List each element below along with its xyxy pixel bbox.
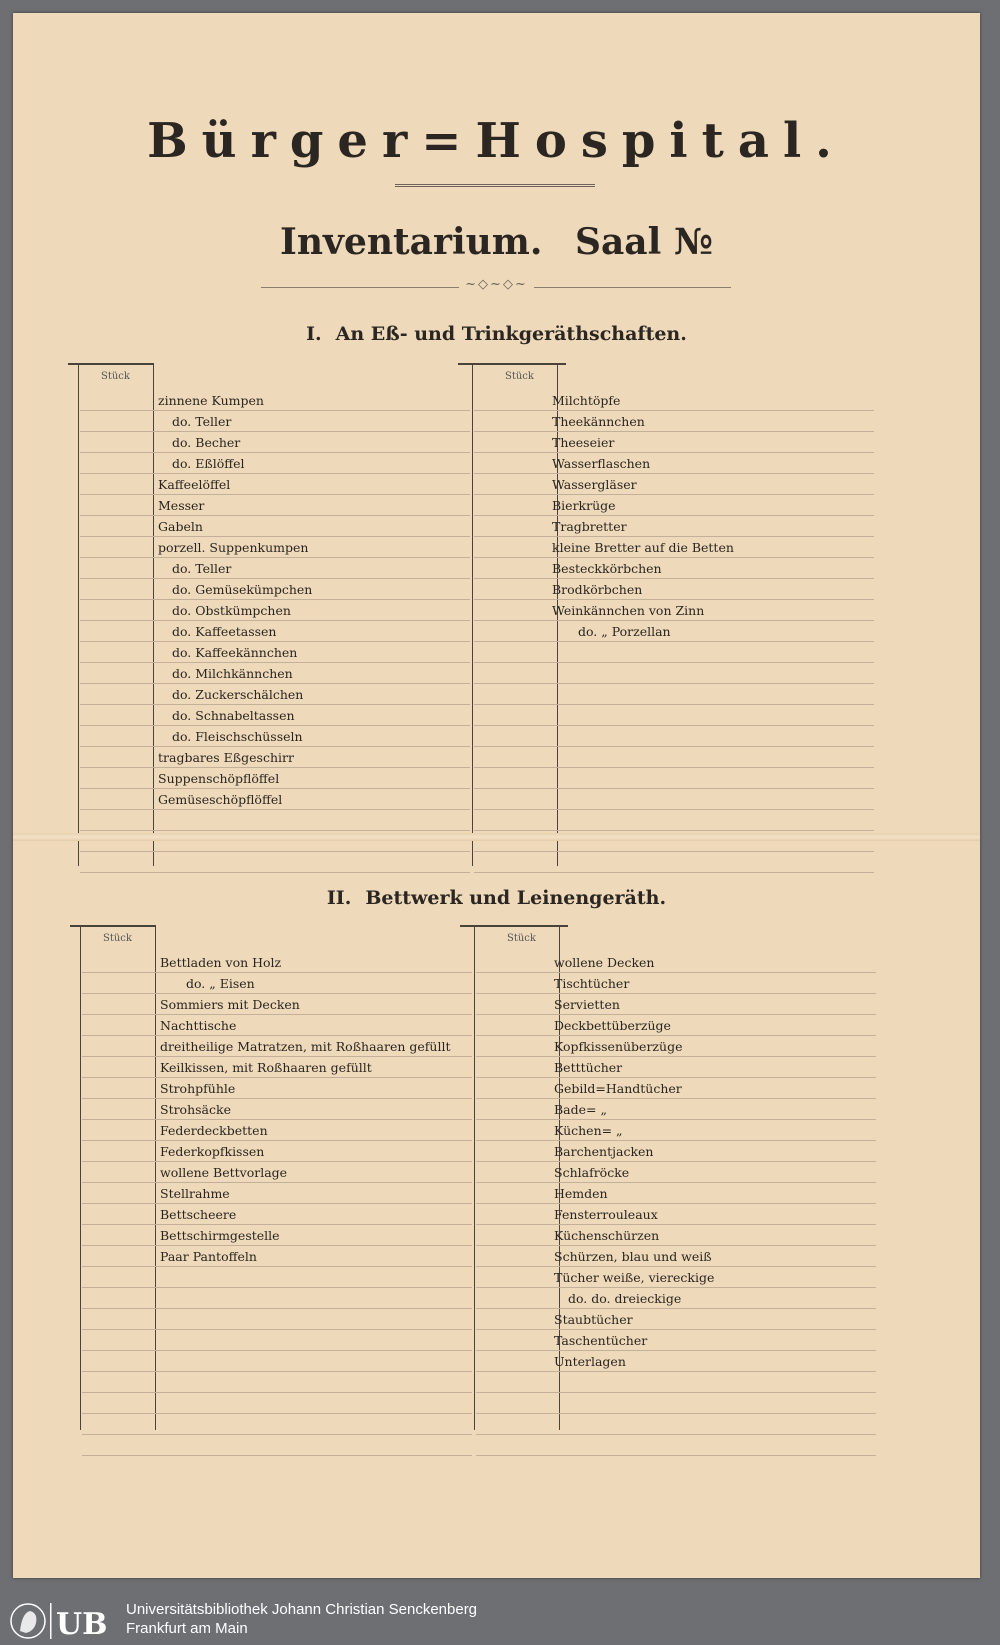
list-item xyxy=(476,994,876,1015)
item-label: Hemden xyxy=(554,1186,608,1201)
item-label: do. Kaffeetassen xyxy=(172,624,277,639)
item-label: do. Gemüsekümpchen xyxy=(172,582,313,597)
item-label: Bade= „ xyxy=(554,1102,607,1117)
list-item xyxy=(476,1351,876,1372)
list-item xyxy=(80,621,470,642)
list-item xyxy=(80,810,470,831)
item-label: do. Eßlöffel xyxy=(172,456,245,471)
list-item xyxy=(476,1078,876,1099)
list-item xyxy=(474,558,874,579)
column-top-rule xyxy=(458,363,566,365)
footer-institution: Universitätsbibliothek Johann Christian Senckenberg xyxy=(126,1601,478,1618)
list-item xyxy=(476,1309,876,1330)
item-label: Gebild=Handtücher xyxy=(554,1081,682,1096)
column-rule xyxy=(472,363,473,866)
list-item xyxy=(474,747,874,768)
list-item xyxy=(474,411,874,432)
item-label: Bettladen von Holz xyxy=(160,955,282,970)
stueck-label: Stück xyxy=(505,371,534,382)
item-label: Theeseier xyxy=(552,435,615,450)
list-item xyxy=(476,952,876,973)
item-label: Bettscheere xyxy=(160,1207,237,1222)
item-label: Weinkännchen von Zinn xyxy=(552,603,705,618)
list-item xyxy=(476,1162,876,1183)
subtitle-saal: Saal № xyxy=(574,221,713,263)
list-item xyxy=(80,537,470,558)
item-label: Strohpfühle xyxy=(160,1081,236,1096)
column-rule xyxy=(78,363,79,866)
column-top-rule xyxy=(460,925,568,927)
item-label: do. „ Eisen xyxy=(186,976,255,991)
ornament xyxy=(13,277,980,292)
stueck-label: Stück xyxy=(507,933,536,944)
item-rows xyxy=(476,952,876,1456)
item-label: do. Fleischschüsseln xyxy=(172,729,303,744)
section-1-title: An Eß- und Trinkgeräthschaften. xyxy=(335,323,687,345)
list-item xyxy=(80,684,470,705)
item-label: Gabeln xyxy=(158,519,203,534)
list-item xyxy=(80,642,470,663)
item-label: do. Zuckerschälchen xyxy=(172,687,304,702)
list-item xyxy=(82,1183,472,1204)
list-item xyxy=(80,411,470,432)
item-label: wollene Bettvorlage xyxy=(160,1165,288,1180)
item-label: Tragbretter xyxy=(552,519,627,534)
item-label: Milchtöpfe xyxy=(552,393,621,408)
list-item xyxy=(474,852,874,873)
list-item xyxy=(476,1246,876,1267)
list-item xyxy=(476,1267,876,1288)
item-label: Nachttische xyxy=(160,1018,237,1033)
list-item xyxy=(476,1372,876,1393)
list-item xyxy=(82,1435,472,1456)
column-top-rule xyxy=(68,363,153,365)
item-rows xyxy=(474,390,874,873)
item-label: Besteckkörbchen xyxy=(552,561,662,576)
list-item xyxy=(474,432,874,453)
document-title: Bürger=Hospital. xyxy=(147,113,846,169)
list-item xyxy=(82,1162,472,1183)
list-item xyxy=(80,789,470,810)
item-label: do. Kaffeekännchen xyxy=(172,645,298,660)
section-2-left-column xyxy=(70,925,475,1430)
ub-logo-icon xyxy=(6,1601,111,1641)
list-item xyxy=(80,432,470,453)
item-rows xyxy=(80,390,470,873)
item-label: do. Teller xyxy=(172,414,232,429)
list-item xyxy=(82,1309,472,1330)
list-item xyxy=(82,1267,472,1288)
list-item xyxy=(474,495,874,516)
list-item xyxy=(476,1036,876,1057)
item-label: Tücher weiße, viereckige xyxy=(554,1270,715,1285)
item-label: Theekännchen xyxy=(552,414,645,429)
list-item xyxy=(80,453,470,474)
section-1-number: I. xyxy=(306,323,322,345)
list-item xyxy=(474,390,874,411)
item-label: Federdeckbetten xyxy=(160,1123,268,1138)
item-label: Brodkörbchen xyxy=(552,582,643,597)
item-label: do. Obstkümpchen xyxy=(172,603,291,618)
stueck-label: Stück xyxy=(101,371,130,382)
column-rule xyxy=(474,925,475,1430)
footer-city: Frankfurt am Main xyxy=(126,1620,248,1637)
column-top-rule xyxy=(70,925,155,927)
list-item xyxy=(476,1183,876,1204)
list-item xyxy=(80,768,470,789)
item-label: do. do. dreieckige xyxy=(568,1291,682,1306)
list-item xyxy=(474,474,874,495)
list-item xyxy=(476,1414,876,1435)
list-item xyxy=(474,768,874,789)
item-label: Deckbettüberzüge xyxy=(554,1018,671,1033)
item-label: Bierkrüge xyxy=(552,498,616,513)
list-item xyxy=(474,516,874,537)
list-item xyxy=(474,810,874,831)
list-item xyxy=(476,1435,876,1456)
list-item xyxy=(80,516,470,537)
list-item xyxy=(474,726,874,747)
section-1-heading xyxy=(13,323,980,345)
list-item xyxy=(474,642,874,663)
section-2-title: Bettwerk und Leinengeräth. xyxy=(365,887,667,909)
item-label: Taschentücher xyxy=(554,1333,648,1348)
list-item xyxy=(82,1351,472,1372)
item-label: Küchenschürzen xyxy=(554,1228,660,1243)
item-label: Küchen= „ xyxy=(554,1123,623,1138)
list-item xyxy=(80,663,470,684)
item-label: do. Milchkännchen xyxy=(172,666,293,681)
list-item xyxy=(476,1057,876,1078)
list-item xyxy=(82,1099,472,1120)
list-item xyxy=(82,1246,472,1267)
list-item xyxy=(474,789,874,810)
stueck-label: Stück xyxy=(103,933,132,944)
list-item xyxy=(476,1120,876,1141)
item-label: tragbares Eßgeschirr xyxy=(158,750,294,765)
list-item xyxy=(80,558,470,579)
list-item xyxy=(82,1036,472,1057)
list-item xyxy=(80,852,470,873)
list-item xyxy=(476,973,876,994)
item-label: Schürzen, blau und weiß xyxy=(554,1249,712,1264)
ub-logo-text: UB xyxy=(56,1607,108,1641)
item-label: dreitheilige Matratzen, mit Roßhaaren gefüllt xyxy=(160,1039,451,1054)
list-item xyxy=(476,1288,876,1309)
paper-fold xyxy=(13,833,980,841)
item-label: Strohsäcke xyxy=(160,1102,231,1117)
list-item xyxy=(82,973,472,994)
list-item xyxy=(82,1204,472,1225)
list-item xyxy=(82,1330,472,1351)
list-item xyxy=(476,1204,876,1225)
list-item xyxy=(80,495,470,516)
list-item xyxy=(82,1225,472,1246)
item-label: Fensterrouleaux xyxy=(554,1207,658,1222)
title-rule xyxy=(395,184,595,187)
list-item xyxy=(82,1015,472,1036)
item-label: Stellrahme xyxy=(160,1186,230,1201)
item-label: Betttücher xyxy=(554,1060,623,1075)
item-label: do. Becher xyxy=(172,435,241,450)
list-item xyxy=(80,747,470,768)
list-item xyxy=(82,1141,472,1162)
column-rule xyxy=(80,925,81,1430)
item-label: Gemüseschöpflöffel xyxy=(158,792,283,807)
item-label: Schlafröcke xyxy=(554,1165,630,1180)
list-item xyxy=(474,579,874,600)
list-item xyxy=(476,1225,876,1246)
item-label: do. Schnabeltassen xyxy=(172,708,295,723)
item-label: do. „ Porzellan xyxy=(578,624,671,639)
section-2-number: II. xyxy=(326,887,352,909)
item-label: Barchentjacken xyxy=(554,1144,654,1159)
list-item xyxy=(80,726,470,747)
list-item xyxy=(82,1078,472,1099)
item-label: zinnene Kumpen xyxy=(158,393,264,408)
document-page xyxy=(13,13,980,1578)
item-label: Wassergläser xyxy=(552,477,637,492)
list-item xyxy=(474,537,874,558)
list-item xyxy=(82,1057,472,1078)
item-label: Servietten xyxy=(554,997,620,1012)
item-label: Unterlagen xyxy=(554,1354,626,1369)
list-item xyxy=(476,1330,876,1351)
list-item xyxy=(80,579,470,600)
item-label: Kaffeelöffel xyxy=(158,477,231,492)
ornament-glyphs: ~◇~◇~ xyxy=(459,277,534,292)
list-item xyxy=(82,994,472,1015)
item-label: Suppenschöpflöffel xyxy=(158,771,280,786)
list-item xyxy=(476,1015,876,1036)
item-rows xyxy=(82,952,472,1456)
list-item xyxy=(80,474,470,495)
list-item xyxy=(474,663,874,684)
item-label: Keilkissen, mit Roßhaaren gefüllt xyxy=(160,1060,372,1075)
document-subtitle xyxy=(13,221,980,263)
list-item xyxy=(82,1120,472,1141)
item-label: Bettschirmgestelle xyxy=(160,1228,280,1243)
item-label: do. Teller xyxy=(172,561,232,576)
section-1-right-column xyxy=(458,363,875,866)
list-item xyxy=(474,621,874,642)
item-label: Sommiers mit Decken xyxy=(160,997,300,1012)
list-item xyxy=(474,453,874,474)
item-label: Paar Pantoffeln xyxy=(160,1249,257,1264)
section-2-heading xyxy=(13,887,980,909)
list-item xyxy=(476,1393,876,1414)
list-item xyxy=(82,1288,472,1309)
list-item xyxy=(82,1372,472,1393)
item-label: Wasserflaschen xyxy=(552,456,651,471)
item-label: Messer xyxy=(158,498,205,513)
list-item xyxy=(80,705,470,726)
item-label: porzell. Suppenkumpen xyxy=(158,540,309,555)
list-item xyxy=(474,705,874,726)
list-item xyxy=(82,1414,472,1435)
item-label: wollene Decken xyxy=(554,955,655,970)
section-2-right-column xyxy=(460,925,877,1430)
list-item xyxy=(474,600,874,621)
item-label: Tischtücher xyxy=(554,976,630,991)
list-item xyxy=(476,1099,876,1120)
item-label: Federkopfkissen xyxy=(160,1144,265,1159)
item-label: Staubtücher xyxy=(554,1312,633,1327)
section-1-left-column xyxy=(68,363,473,866)
list-item xyxy=(80,390,470,411)
list-item xyxy=(82,952,472,973)
list-item xyxy=(82,1393,472,1414)
subtitle-inventarium: Inventarium. xyxy=(280,221,543,263)
list-item xyxy=(474,684,874,705)
item-label: Kopfkissenüberzüge xyxy=(554,1039,683,1054)
list-item xyxy=(476,1141,876,1162)
item-label: kleine Bretter auf die Betten xyxy=(552,540,734,555)
list-item xyxy=(80,600,470,621)
